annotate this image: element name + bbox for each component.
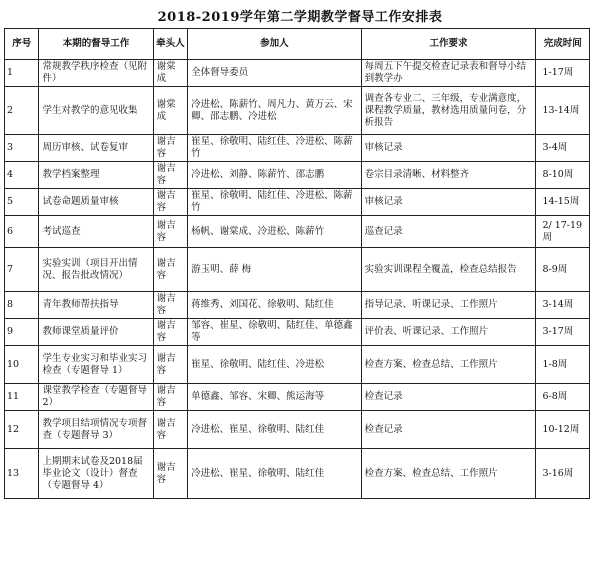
row-lead: 谢吉容 (153, 384, 187, 411)
row-work: 常规教学秩序检查（见附件） (39, 60, 153, 87)
row-time: 3-16周 (536, 449, 590, 499)
row-members: 冷进松、陈薪竹、周凡力、黄万云、宋卿、邵志鹏、冷进松 (188, 87, 362, 135)
row-members: 崔星、徐敬明、陆红佳、冷进松 (188, 346, 362, 384)
row-number: 10 (5, 346, 39, 384)
row-requirement: 实验实训课程全覆盖，检查总结报告 (361, 248, 536, 292)
row-lead: 谢吉容 (153, 319, 187, 346)
row-members: 全体督导委员 (188, 60, 362, 87)
table-row (5, 216, 590, 248)
table-row (5, 248, 590, 292)
row-time: 1-17周 (536, 60, 590, 87)
table-row (5, 162, 590, 189)
table-row (5, 411, 590, 449)
row-number: 9 (5, 319, 39, 346)
row-lead: 谢吉容 (153, 411, 187, 449)
row-number: 7 (5, 248, 39, 292)
row-members: 崔星、徐敬明、陆红佳、冷进松、陈薪竹 (188, 135, 362, 162)
row-time: 3-14周 (536, 292, 590, 319)
table-row (5, 135, 590, 162)
header-requirement: 工作要求 (361, 29, 536, 60)
row-lead: 谢吉容 (153, 216, 187, 248)
row-time: 8-10周 (536, 162, 590, 189)
table-row (5, 319, 590, 346)
row-time: 14-15周 (536, 189, 590, 216)
row-requirement: 指导记录、听课记录、工作照片 (361, 292, 536, 319)
row-members: 崔星、徐敬明、陆红佳、冷进松、陈薪竹 (188, 189, 362, 216)
row-requirement: 每周五下午提交检查记录表和督导小结到教学办 (361, 60, 536, 87)
row-requirement: 巡查记录 (361, 216, 536, 248)
row-members: 邹容、崔星、徐敬明、陆红佳、单德鑫等 (188, 319, 362, 346)
header-work: 本期的督导工作 (39, 29, 153, 60)
row-requirement: 评价表、听课记录、工作照片 (361, 319, 536, 346)
row-lead: 谢吉容 (153, 162, 187, 189)
row-work: 教学项目结项情况专项督查（专题督导 3） (39, 411, 153, 449)
row-number: 3 (5, 135, 39, 162)
row-work: 青年教师帮扶指导 (39, 292, 153, 319)
row-time: 1-8周 (536, 346, 590, 384)
row-lead: 谢吉容 (153, 449, 187, 499)
page-title: 2018-2019学年第二学期教学督导工作安排表 (157, 10, 443, 25)
row-requirement: 检查方案、检查总结、工作照片 (361, 449, 536, 499)
row-members: 游玉明、薛 梅 (188, 248, 362, 292)
row-lead: 谢吉容 (153, 189, 187, 216)
row-requirement: 卷宗目录清晰、材料整齐 (361, 162, 536, 189)
row-time: 3-17周 (536, 319, 590, 346)
table-row (5, 292, 590, 319)
row-members: 单德鑫、邹容、宋卿、熊运海等 (188, 384, 362, 411)
header-no: 序号 (5, 29, 39, 60)
row-lead: 谢吉容 (153, 292, 187, 319)
row-work: 学生专业实习和毕业实习检查（专题督导 1） (39, 346, 153, 384)
row-work: 学生对教学的意见收集 (39, 87, 153, 135)
table-row (5, 60, 590, 87)
row-work: 实验实训（项目开出情况、报告批改情况） (39, 248, 153, 292)
table-header-row (5, 29, 590, 60)
row-time: 6-8周 (536, 384, 590, 411)
table-row (5, 346, 590, 384)
table-row (5, 449, 590, 499)
row-lead: 谢吉容 (153, 135, 187, 162)
row-members: 冷进松、崔星、徐敬明、陆红佳 (188, 411, 362, 449)
header-time: 完成时间 (536, 29, 590, 60)
schedule-table (4, 28, 590, 499)
row-members: 杨帆、谢棠成、冷进松、陈薪竹 (188, 216, 362, 248)
row-time: 3-4周 (536, 135, 590, 162)
row-number: 12 (5, 411, 39, 449)
row-lead: 谢棠成 (153, 87, 187, 135)
row-time: 8-9周 (536, 248, 590, 292)
row-number: 13 (5, 449, 39, 499)
row-work: 试卷命题质量审核 (39, 189, 153, 216)
row-requirement: 审核记录 (361, 189, 536, 216)
row-work: 教师课堂质量评价 (39, 319, 153, 346)
row-number: 1 (5, 60, 39, 87)
row-requirement: 调查各专业二、三年级，专业满意度，课程教学质量，教材选用质量问卷，分析报告 (361, 87, 536, 135)
row-members: 冷进松、刘静、陈薪竹、邵志鹏 (188, 162, 362, 189)
row-requirement: 检查记录 (361, 384, 536, 411)
row-work: 上期期末试卷及2018届毕业论文（设计）督查（专题督导 4） (39, 449, 153, 499)
row-time: 2/ 17-19周 (536, 216, 590, 248)
row-number: 5 (5, 189, 39, 216)
table-row (5, 189, 590, 216)
row-requirement: 检查方案、检查总结、工作照片 (361, 346, 536, 384)
row-members: 蒋维秀、刘国花、徐敬明、陆红佳 (188, 292, 362, 319)
row-lead: 谢吉容 (153, 248, 187, 292)
row-number: 6 (5, 216, 39, 248)
row-work: 考试巡查 (39, 216, 153, 248)
row-work: 周历审核、试卷复审 (39, 135, 153, 162)
row-members: 冷进松、崔星、徐敬明、陆红佳 (188, 449, 362, 499)
row-time: 13-14周 (536, 87, 590, 135)
row-requirement: 审核记录 (361, 135, 536, 162)
table-row (5, 384, 590, 411)
row-number: 11 (5, 384, 39, 411)
row-lead: 谢吉容 (153, 346, 187, 384)
row-number: 4 (5, 162, 39, 189)
header-lead: 牵头人 (153, 29, 187, 60)
row-work: 教学档案整理 (39, 162, 153, 189)
row-work: 课堂教学检查（专题督导 2） (39, 384, 153, 411)
row-requirement: 检查记录 (361, 411, 536, 449)
row-number: 8 (5, 292, 39, 319)
row-number: 2 (5, 87, 39, 135)
table-row (5, 87, 590, 135)
row-time: 10-12周 (536, 411, 590, 449)
header-members: 参加人 (188, 29, 362, 60)
row-lead: 谢棠成 (153, 60, 187, 87)
